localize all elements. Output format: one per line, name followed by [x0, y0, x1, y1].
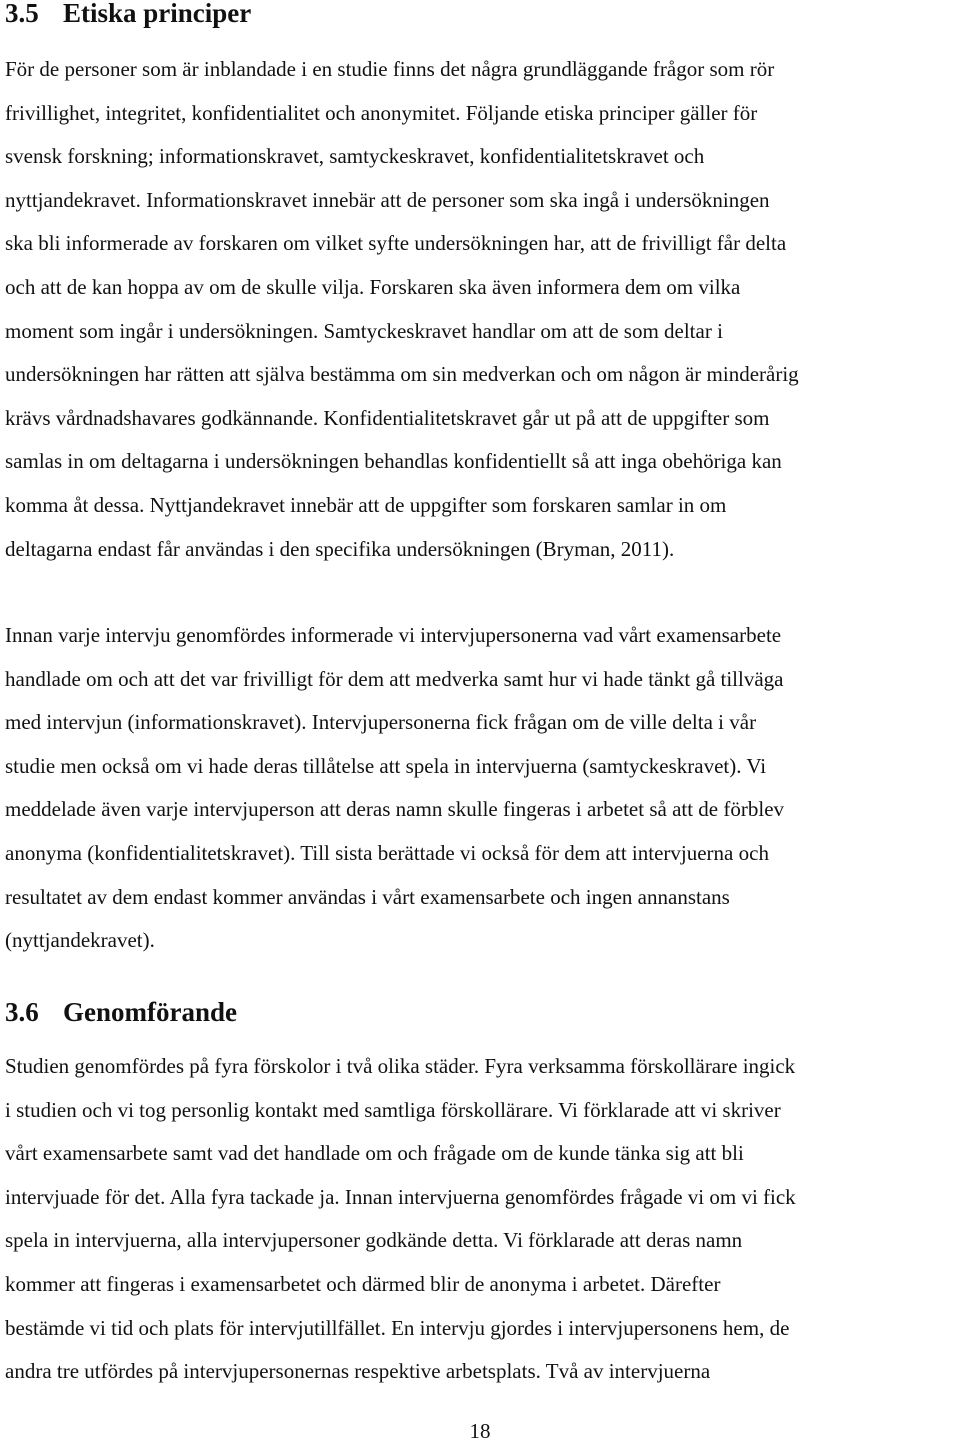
text-line: undersökningen har rätten att själva bestämma om sin medverkan och om någon är minderårig: [5, 362, 799, 387]
text-line: och att de kan hoppa av om de skulle vilja. Forskaren ska även informera dem om vilka: [5, 274, 741, 299]
text-line: vårt examensarbete samt vad det handlade om och frågade om de kunde tänka sig att bli: [5, 1141, 744, 1166]
section-number: 3.5: [5, 0, 39, 28]
section-title: Genomförande: [63, 997, 237, 1027]
text-line: kommer att fingeras i examensarbetet och därmed blir de anonyma i arbetet. Därefter: [5, 1271, 721, 1296]
text-line: (nyttjandekravet).: [5, 928, 155, 953]
paragraph: [5, 48, 957, 571]
section-heading: [5, 0, 251, 29]
text-line: komma åt dessa. Nyttjandekravet innebär att de uppgifter som forskaren samlar in om: [5, 492, 727, 517]
text-line: svensk forskning; informationskravet, samtyckeskravet, konfidentialitetskravet och: [5, 144, 705, 169]
paragraph: [5, 614, 957, 963]
text-line: andra tre utfördes på intervjupersonernas respektive arbetsplats. Två av intervjuerna: [5, 1359, 711, 1384]
text-line: moment som ingår i undersökningen. Samtyckeskravet handlar om att de som deltar i: [5, 318, 723, 343]
text-line: i studien och vi tog personlig kontakt med samtliga förskollärare. Vi förklarade att vi skriver: [5, 1097, 781, 1122]
section-number: 3.6: [5, 997, 39, 1027]
text-line: samlas in om deltagarna i undersökningen behandlas konfidentiellt så att inga obehöriga kan: [5, 449, 782, 474]
text-line: spela in intervjuerna, alla intervjupersoner godkände detta. Vi förklarade att deras namn: [5, 1228, 743, 1253]
section-title: Etiska principer: [63, 0, 252, 28]
text-line: med intervjun (informationskravet). Intervjupersonerna fick frågan om de ville delta i vår: [5, 710, 757, 735]
section-heading: [5, 996, 237, 1028]
text-line: meddelade även varje intervjuperson att deras namn skulle fingeras i arbetet så att de förblev: [5, 797, 785, 822]
text-line: frivillighet, integritet, konfidentialitet och anonymitet. Följande etiska principer gäller för: [5, 100, 758, 125]
text-line: anonyma (konfidentialitetskravet). Till sista berättade vi också för dem att intervjuerna och: [5, 840, 769, 865]
text-line: intervjuade för det. Alla fyra tackade ja. Innan intervjuerna genomfördes frågade vi om vi fick: [5, 1184, 796, 1209]
text-line: resultatet av dem endast kommer användas i vårt examensarbete och ingen annanstans: [5, 884, 730, 909]
text-line: handlade om och att det var frivilligt för dem att medverka samt hur vi hade tänkt gå tillväga: [5, 666, 784, 691]
text-line: Innan varje intervju genomfördes informerade vi intervjupersonerna vad vårt examensarbete: [5, 623, 782, 647]
paragraph: [5, 1045, 957, 1394]
text-line: studie men också om vi hade deras tillåtelse att spela in intervjuerna (samtyckeskravet). Vi: [5, 753, 767, 778]
text-line: krävs vårdnadshavares godkännande. Konfidentialitetskravet går ut på att de uppgifter som: [5, 405, 770, 430]
text-line: nyttjandekravet. Informationskravet innebär att de personer som ska ingå i undersökningen: [5, 187, 770, 212]
text-line: bestämde vi tid och plats för intervjutillfället. En intervju gjordes i intervjupersonens hem, de: [5, 1315, 790, 1340]
page-number: 18: [469, 1419, 491, 1443]
text-line: deltagarna endast får användas i den specifika undersökningen (Bryman, 2011).: [5, 536, 675, 561]
text-line: Studien genomfördes på fyra förskolor i två olika städer. Fyra verksamma förskollärare ingick: [5, 1054, 796, 1078]
text-line: ska bli informerade av forskaren om vilket syfte undersökningen har, att de frivilligt får delta: [5, 231, 787, 256]
text-line: För de personer som är inblandade i en studie finns det några grundläggande frågor som rör: [5, 57, 775, 81]
